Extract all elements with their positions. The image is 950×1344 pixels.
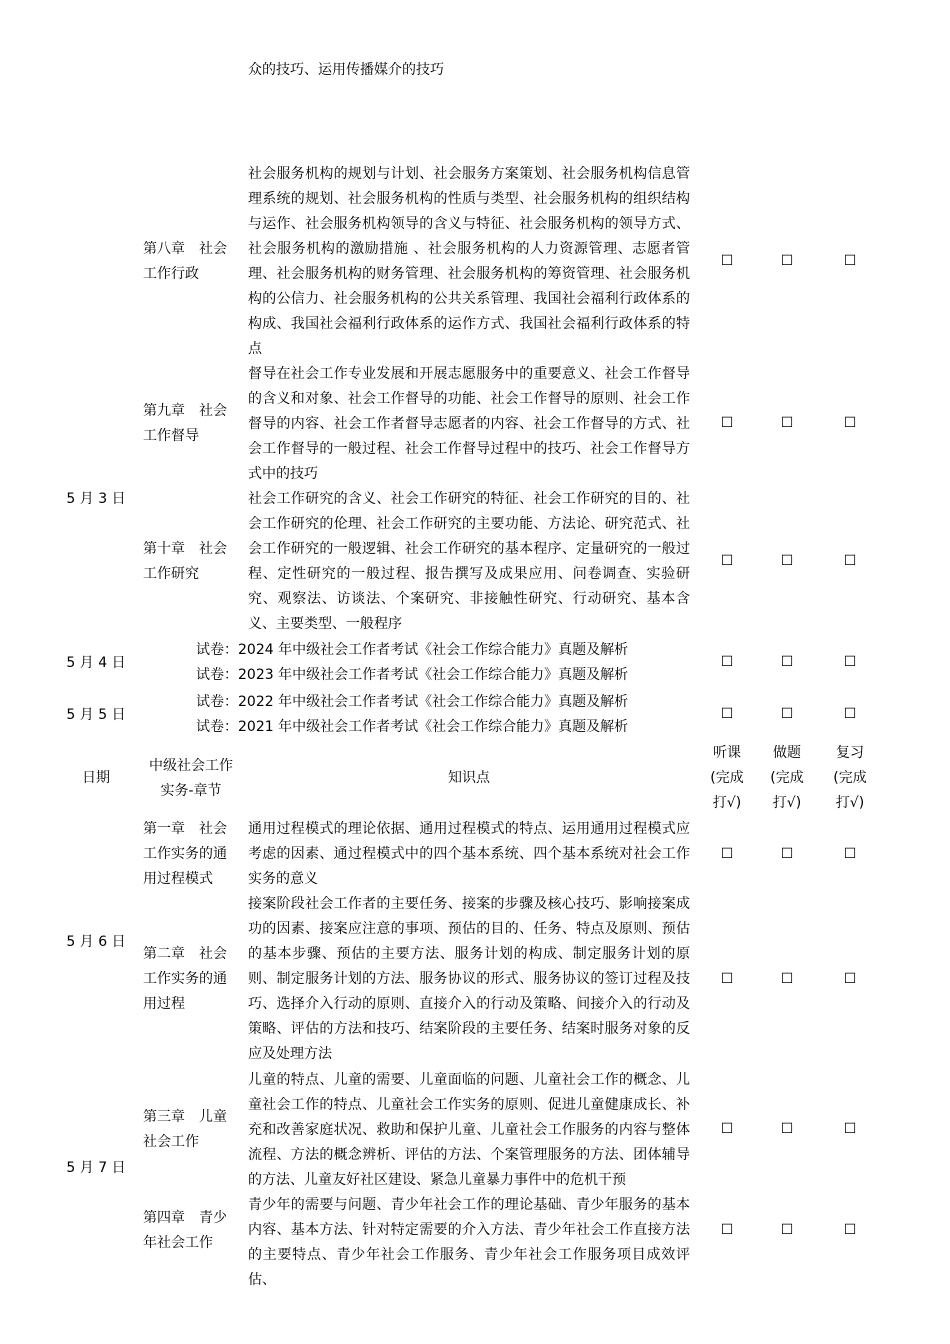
practice-checkbox[interactable]: ☐ [780,415,794,431]
exam-paper-item: 试卷：2023 年中级社会工作者考试《社会工作综合能力》真题及解析 [196,667,629,683]
chapter-title: 第十章 社会工作研究 [143,541,227,582]
date-label: 5 月 4 日 [66,655,126,671]
knowledge-points: 督导在社会工作专业发展和开展志愿服务中的重要意义、社会工作督导的含义和对象、社会工作督导的功能、社会工作督导的原则、社会工作督导的内容、社会工作者督导志愿者的内容、社会工作督导的方式、社会工作督导的一般过程、社会工作督导过程中的技巧、社会工作督导方式中的技巧 [248,366,690,482]
listen-checkbox[interactable]: ☐ [720,706,734,722]
knowledge-points: 社会服务机构的规划与计划、社会服务方案策划、社会服务机构信息管理系统的规划、社会服务机构的性质与类型、社会服务机构的组织结构与运作、社会服务机构领导的含义与特征、社会服务机构的领导方式、社会服务机构的激励措施 、社会服务机构的人力资源管理、志愿者管理、社会服务机构的财务管理、社会服务机构的筹资管理、社会服务机构的公信力、社会服务机构的公共关系管理、我国社会福利行政体系的构成、我国社会福利行政体系的运作方式、我国社会福利行政体系的特点 [248,166,690,357]
date-label: 5 月 6 日 [66,934,126,950]
chapter-title: 第一章 社会工作实务的通用过程模式 [143,821,227,887]
header-chapter: 中级社会工作实务-章节 [149,758,233,799]
knowledge-points: 接案阶段社会工作者的主要任务、接案的步骤及核心技巧、影响接案成功的因素、接案应注意的事项、预估的目的、任务、特点及原则、预估的基本步骤、预估的主要方法、服务计划的构成、制定服务计划的原则、制定服务计划的方法、服务协议的形式、服务协议的签订过程及技巧、选择介入行动的原则、直接介入的行动及策略、间接介入的行动及策略、评估的方法和技巧、结案阶段的主要任务、结案时服务对象的反应及处理方法 [248,896,690,1062]
review-checkbox[interactable]: ☐ [843,706,857,722]
review-checkbox[interactable]: ☐ [843,553,857,569]
listen-checkbox[interactable]: ☐ [720,1121,734,1137]
exam-paper-item: 试卷：2024 年中级社会工作者考试《社会工作综合能力》真题及解析 [196,642,629,658]
listen-checkbox[interactable]: ☐ [720,553,734,569]
review-checkbox[interactable]: ☐ [843,971,857,987]
date-label: 5 月 3 日 [66,491,126,507]
knowledge-points: 社会工作研究的含义、社会工作研究的特征、社会工作研究的目的、社会工作研究的伦理、社会工作研究的主要功能、方法论、研究范式、社会工作研究的一般逻辑、社会工作研究的基本程序、定量研究的一般过程、定性研究的一般过程、报告撰写及成果应用、问卷调查、实验研究、观察法、访谈法、个案研究、非接触性研究、行动研究、基本含义、主要类型、一般程序 [248,491,690,632]
practice-checkbox[interactable]: ☐ [780,1121,794,1137]
date-label: 5 月 5 日 [66,707,126,723]
review-checkbox[interactable]: ☐ [843,253,857,269]
exam-paper-item: 试卷：2022 年中级社会工作者考试《社会工作综合能力》真题及解析 [196,694,629,710]
listen-checkbox[interactable]: ☐ [720,1222,734,1238]
practice-checkbox[interactable]: ☐ [780,846,794,862]
review-checkbox[interactable]: ☐ [843,1222,857,1238]
knowledge-points: 儿童的特点、儿童的需要、儿童面临的问题、儿童社会工作的概念、儿童社会工作的特点、儿童社会工作实务的原则、促进儿童健康成长、补充和改善家庭状况、救助和保护儿童、儿童社会工作服务的内容与整体流程、方法的概念辨析、评估的方法、个案管理服务的方法、团体辅导的方法、儿童友好社区建设、紧急儿童暴力事件中的危机干预 [248,1072,690,1188]
practice-checkbox[interactable]: ☐ [780,654,794,670]
practice-checkbox[interactable]: ☐ [780,971,794,987]
practice-checkbox[interactable]: ☐ [780,706,794,722]
listen-checkbox[interactable]: ☐ [720,846,734,862]
knowledge-points: 通用过程模式的理论依据、通用过程模式的特点、运用通用过程模式应考虑的因素、通过程模式中的四个基本系统、四个基本系统对社会工作实务的意义 [248,821,690,887]
chapter-title: 第三章 儿童社会工作 [143,1109,227,1150]
practice-checkbox[interactable]: ☐ [780,553,794,569]
listen-checkbox[interactable]: ☐ [720,971,734,987]
practice-checkbox[interactable]: ☐ [780,253,794,269]
listen-checkbox[interactable]: ☐ [720,253,734,269]
date-label: 5 月 7 日 [66,1160,126,1176]
exam-paper-item: 试卷：2021 年中级社会工作者考试《社会工作综合能力》真题及解析 [196,719,629,735]
chapter-title: 第九章 社会工作督导 [143,403,227,444]
header-topics: 知识点 [448,770,490,786]
review-checkbox[interactable]: ☐ [843,415,857,431]
header-date: 日期 [82,770,110,786]
listen-checkbox[interactable]: ☐ [720,654,734,670]
review-checkbox[interactable]: ☐ [843,846,857,862]
header-practice: 做题(完成打√) [770,745,804,811]
knowledge-points: 青少年的需要与问题、青少年社会工作的理论基础、青少年服务的基本内容、基本方法、针对特定需要的介入方法、青少年社会工作直接方法的主要特点、青少年社会工作服务、青少年社会工作服务项目成效评估、 [248,1197,690,1288]
header-listen: 听课(完成打√) [710,745,744,811]
review-checkbox[interactable]: ☐ [843,654,857,670]
review-checkbox[interactable]: ☐ [843,1121,857,1137]
continuation-text: 众的技巧、运用传播媒介的技巧 [248,62,444,78]
chapter-title: 第八章 社会工作行政 [143,241,227,282]
header-review: 复习(完成打√) [833,745,867,811]
practice-checkbox[interactable]: ☐ [780,1222,794,1238]
chapter-title: 第二章 社会工作实务的通用过程 [143,946,227,1012]
chapter-title: 第四章 青少年社会工作 [143,1210,227,1251]
listen-checkbox[interactable]: ☐ [720,415,734,431]
